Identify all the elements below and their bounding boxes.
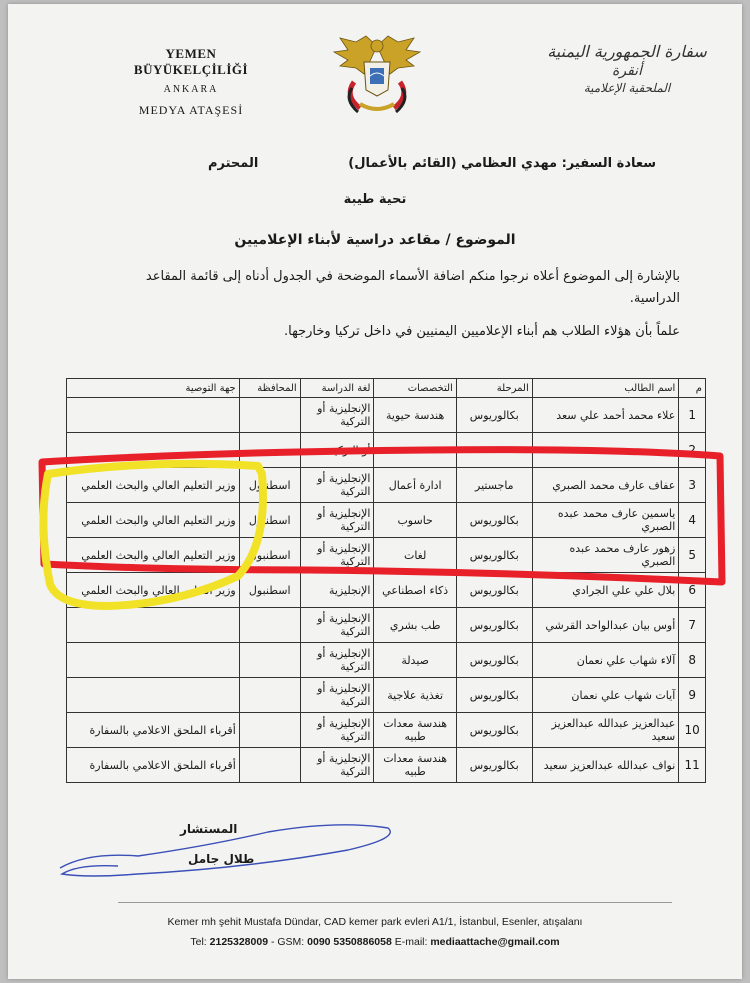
cell-specialization: هندسة معدات طبيه: [374, 713, 456, 748]
col-header-specialization: التخصصات: [374, 379, 456, 398]
cell-language: الإنجليزية أو التركية: [300, 398, 374, 433]
col-header-province: المحافظة: [239, 379, 300, 398]
cell-recommender: [67, 433, 240, 468]
cell-province: [239, 678, 300, 713]
table-row: [67, 748, 706, 783]
cell-specialization: ادارة أعمال: [374, 468, 456, 503]
office-tr: MEDYA ATAŞESİ: [138, 103, 244, 117]
cell-number: 4: [679, 503, 706, 538]
cell-specialization: [374, 433, 456, 468]
cell-recommender: وزير التعليم العالي والبحث العلمي: [67, 573, 240, 608]
cell-specialization: لغات: [374, 538, 456, 573]
table-row: [67, 678, 706, 713]
table-header-row: [67, 379, 706, 398]
cell-specialization: طب بشري: [374, 608, 456, 643]
col-header-name: اسم الطالب: [532, 379, 679, 398]
cell-language: الإنجليزية أو التركية: [300, 468, 374, 503]
city-ar: أنقرة: [612, 63, 642, 79]
cell-recommender: أقرباء الملحق الاعلامي بالسفارة: [67, 713, 240, 748]
signatory-name: طلال جامل: [188, 852, 255, 866]
arabic-letterhead: [542, 42, 712, 95]
table-row: [67, 608, 706, 643]
cell-number: 8: [679, 643, 706, 678]
cell-province: [239, 608, 300, 643]
cell-number: 3: [679, 468, 706, 503]
table-row: [67, 398, 706, 433]
cell-number: 5: [679, 538, 706, 573]
cell-language: الإنجليزية أو التركية: [300, 643, 374, 678]
cell-province: [239, 713, 300, 748]
cell-recommender: [67, 678, 240, 713]
cell-specialization: حاسوب: [374, 503, 456, 538]
cell-specialization: ذكاء اصطناعي: [374, 573, 456, 608]
cell-province: [239, 398, 300, 433]
cell-recommender: أقرباء الملحق الاعلامي بالسفارة: [67, 748, 240, 783]
table-row: [67, 468, 706, 503]
office-ar: الملحقية الإعلامية: [583, 81, 671, 95]
cell-province: [239, 643, 300, 678]
greeting: تحية طيبة: [343, 192, 407, 207]
cell-level: بكالوريوس: [456, 748, 532, 783]
cell-province: اسطنبول: [239, 468, 300, 503]
cell-number: 10: [679, 713, 706, 748]
cell-level: ماجستير: [456, 468, 532, 503]
cell-language: أو التركية: [300, 433, 374, 468]
signatory-title: المستشار: [180, 822, 238, 836]
body-paragraph-1: بالإشارة إلى الموضوع أعلاه نرجوا منكم اضافة الأسماء الموضحة في الجدول أدناه إلى قائمة المقاعد الدراسية.: [145, 269, 680, 306]
cell-language: الإنجليزية أو التركية: [300, 678, 374, 713]
col-header-level: المرحلة: [456, 379, 532, 398]
cell-name: عفاف عارف محمد الصبري: [532, 468, 679, 503]
cell-name: نواف عبدالله عبدالعزيز سعيد: [532, 748, 679, 783]
honorific: المحترم: [208, 156, 259, 171]
cell-level: بكالوريوس: [456, 608, 532, 643]
subject-line: الموضوع / مقاعد دراسية لأبناء الإعلاميين: [234, 232, 516, 248]
cell-level: بكالوريوس: [456, 503, 532, 538]
cell-number: 11: [679, 748, 706, 783]
cell-language: الإنجليزية أو التركية: [300, 608, 374, 643]
cell-level: بكالوريوس: [456, 538, 532, 573]
cell-name: علاء محمد أحمد علي سعد: [532, 398, 679, 433]
turkish-letterhead: [116, 46, 266, 118]
cell-level: بكالوريوس: [456, 573, 532, 608]
eagle-emblem-icon: [326, 32, 428, 118]
cell-recommender: وزير التعليم العالي والبحث العلمي: [67, 503, 240, 538]
cell-number: 2: [679, 433, 706, 468]
cell-name: [532, 433, 679, 468]
body-paragraph-2: علماً بأن هؤلاء الطلاب هم أبناء الإعلاميين اليمنيين في داخل تركيا وخارجها.: [284, 324, 680, 339]
cell-name: ياسمين عارف محمد عبده الصبري: [532, 503, 679, 538]
table-row: [67, 503, 706, 538]
cell-province: اسطنبول: [239, 573, 300, 608]
cell-recommender: وزير التعليم العالي والبحث العلمي: [67, 468, 240, 503]
city-tr: ANKARA: [163, 84, 219, 95]
embassy-name-ar: سفارة الجمهورية اليمنية: [547, 42, 707, 61]
cell-name: زهور عارف محمد عبده الصبري: [532, 538, 679, 573]
cell-level: بكالوريوس: [456, 398, 532, 433]
footer-address: Kemer mh şehit Mustafa Dündar, CAD kemer park evleri A1/1, İstanbul, Esenler, atışalanı: [167, 916, 583, 928]
cell-level: بكالوريوس: [456, 678, 532, 713]
signature-scribble: [48, 816, 408, 886]
students-table: [66, 378, 706, 783]
cell-specialization: هندسة حيوية: [374, 398, 456, 433]
cell-specialization: تغذية علاجية: [374, 678, 456, 713]
table-row: [67, 573, 706, 608]
footer-divider: [118, 902, 672, 903]
col-header-number: م: [679, 379, 706, 398]
cell-language: الإنجليزية: [300, 573, 374, 608]
cell-recommender: [67, 398, 240, 433]
cell-name: آيات شهاب علي نعمان: [532, 678, 679, 713]
cell-specialization: هندسة معدات طبيه: [374, 748, 456, 783]
cell-name: عبدالعزيز عبدالله عبدالعزيز سعيد: [532, 713, 679, 748]
col-header-language: لغة الدراسة: [300, 379, 374, 398]
cell-province: [239, 433, 300, 468]
footer-contact: [8, 936, 742, 948]
email-address: mediaattache@gmail.com: [430, 936, 560, 948]
cell-province: اسطنبول: [239, 538, 300, 573]
cell-level: [456, 433, 532, 468]
cell-specialization: صيدلة: [374, 643, 456, 678]
table-row: [67, 643, 706, 678]
tel-number: 2125328009: [209, 936, 269, 948]
table-row: [67, 433, 706, 468]
cell-name: بلال علي علي الجرادي: [532, 573, 679, 608]
document-page: [8, 4, 742, 979]
gsm-label: - GSM:: [270, 936, 305, 948]
cell-language: الإنجليزية أو التركية: [300, 713, 374, 748]
cell-level: بكالوريوس: [456, 713, 532, 748]
cell-province: [239, 748, 300, 783]
cell-number: 6: [679, 573, 706, 608]
embassy-name-tr: YEMEN BÜYÜKELÇİLİĞİ: [133, 46, 249, 77]
cell-number: 1: [679, 398, 706, 433]
cell-number: 9: [679, 678, 706, 713]
salutation: سعادة السفير: مهدي العظامي (القائم بالأعمال): [348, 156, 656, 171]
cell-recommender: وزير التعليم العالي والبحث العلمي: [67, 538, 240, 573]
cell-level: بكالوريوس: [456, 643, 532, 678]
tel-label: Tel:: [190, 936, 207, 948]
col-header-recommender: جهة التوصية: [67, 379, 240, 398]
cell-number: 7: [679, 608, 706, 643]
gsm-number: 0090 5350886058: [307, 936, 392, 948]
table-row: [67, 713, 706, 748]
cell-province: اسطنبول: [239, 503, 300, 538]
cell-language: الإنجليزية أو التركية: [300, 503, 374, 538]
cell-name: أوس بيان عبدالواحد القرشي: [532, 608, 679, 643]
cell-name: آلاء شهاب علي نعمان: [532, 643, 679, 678]
cell-language: الإنجليزية أو التركية: [300, 538, 374, 573]
cell-language: الإنجليزية أو التركية: [300, 748, 374, 783]
email-label: E-mail:: [394, 936, 428, 948]
cell-recommender: [67, 608, 240, 643]
table-row: [67, 538, 706, 573]
cell-recommender: [67, 643, 240, 678]
